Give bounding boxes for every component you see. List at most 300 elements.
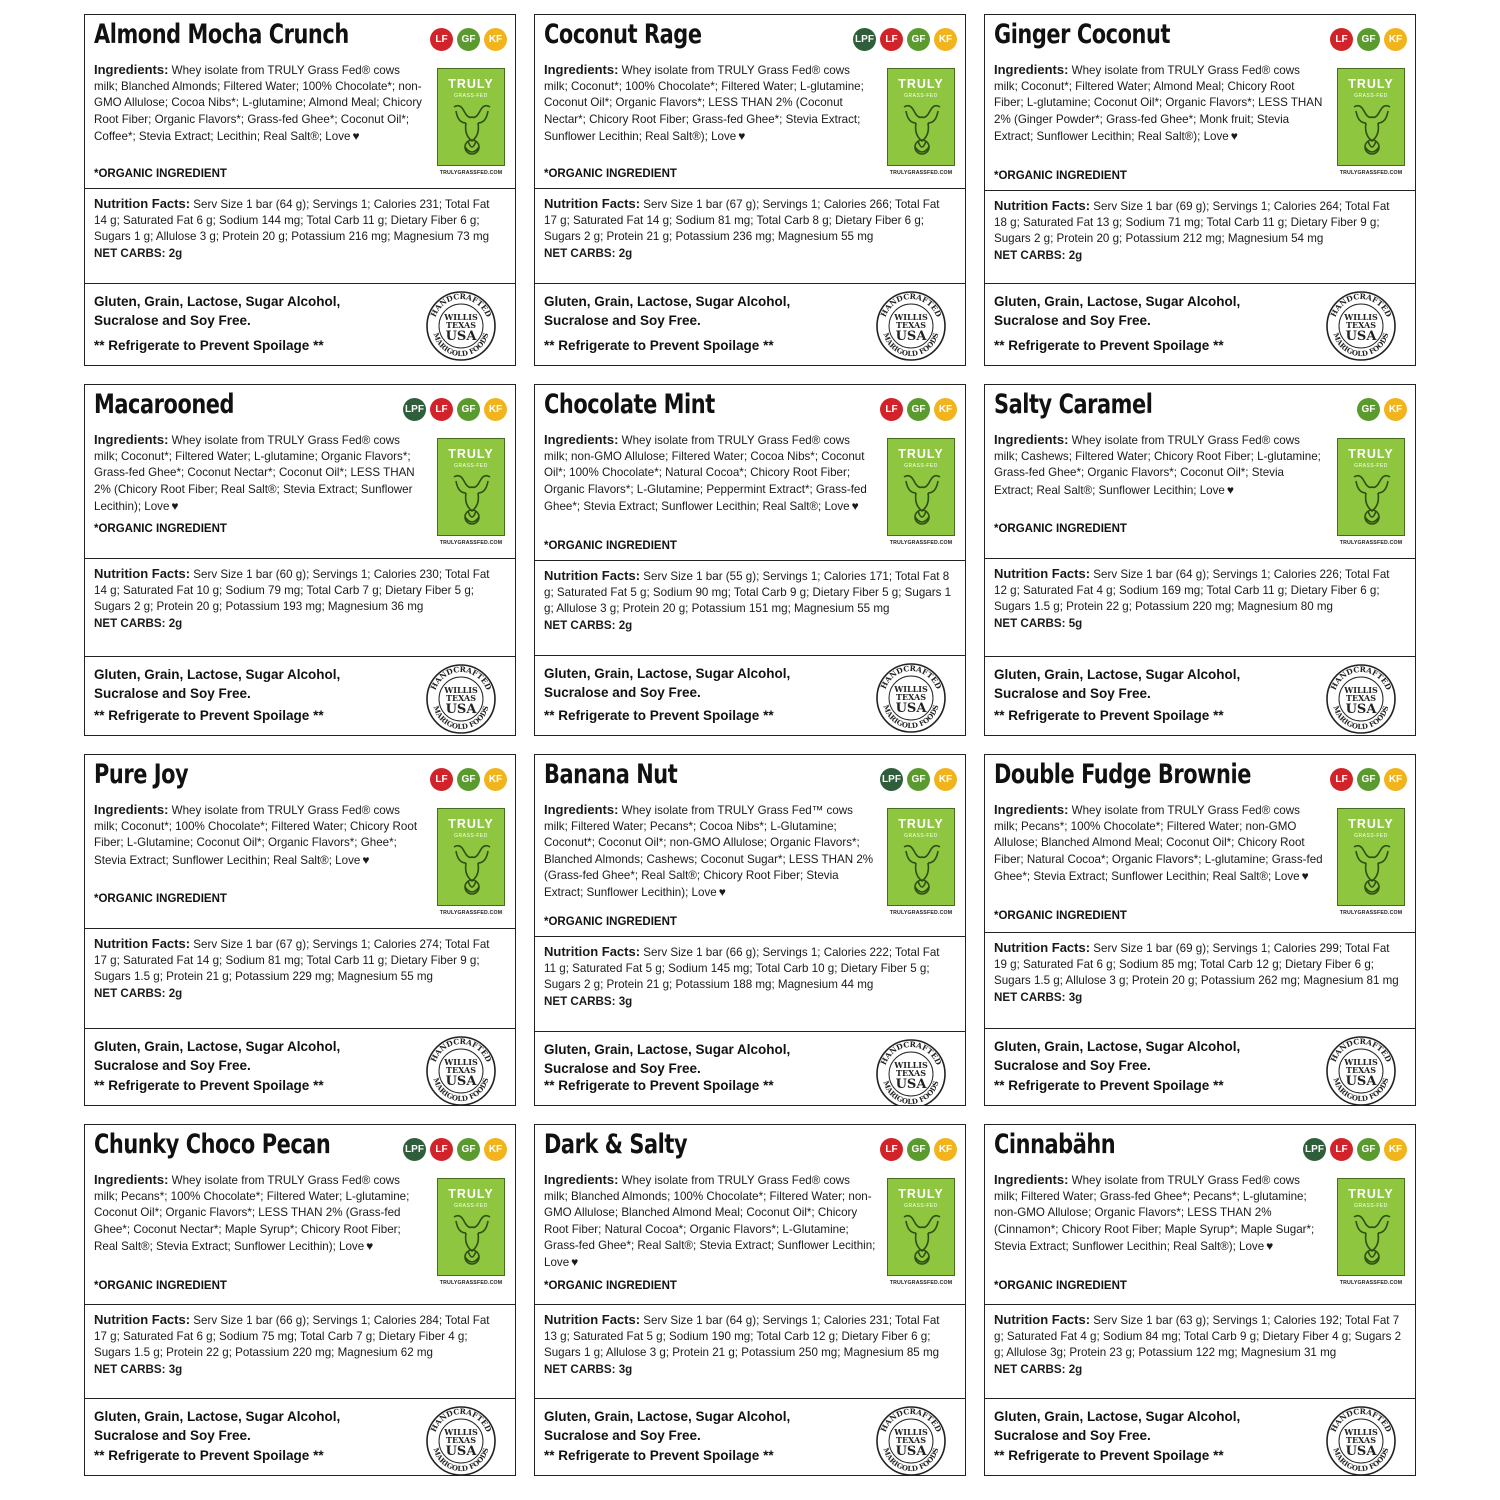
nutrition-section (985, 933, 1415, 1029)
badge-gf: GF (457, 28, 480, 51)
truly-brand-text: TRULY (448, 447, 494, 461)
ingredients-section (535, 1125, 965, 1305)
nutrition-values: Serv Size 1 bar (66 g); Servings 1; Calories 284; Total Fat 17 g; Saturated Fat 6 g; Sodium 75 mg; Total Carb 7 g; Dietary Fiber 4 g; Sugars 1.5 g; Protein 22 g; Potassium 220 mg; Magnesium 62 mg (94, 1314, 490, 1360)
handcrafted-seal-icon (1325, 290, 1397, 362)
allergen-section (535, 656, 965, 735)
net-carbs: NET CARBS: 2g (544, 246, 633, 260)
product-title: Double Fudge Brownie (994, 759, 1251, 790)
nutrition-label: Nutrition Facts: (544, 196, 641, 211)
nutrition-label: Nutrition Facts: (994, 198, 1091, 213)
ingredients-section (535, 385, 965, 561)
seal-texas: TEXAS (896, 692, 926, 702)
nutrition-label: Nutrition Facts: (94, 196, 191, 211)
seal-top-text: HANDCRAFTED (428, 664, 494, 692)
truly-sub-text: GRASS-FED (904, 1203, 938, 1209)
seal-usa: USA (445, 329, 477, 344)
net-carbs: NET CARBS: 2g (94, 616, 183, 630)
seal-top-text: HANDCRAFTED (428, 1406, 494, 1434)
cow-knot-icon (450, 1211, 494, 1271)
badge-kf: KF (1384, 768, 1407, 791)
seal-willis: WILLIS (894, 312, 928, 322)
nutrition-text (94, 566, 504, 632)
handcrafted-seal-icon (425, 1035, 497, 1106)
ingredients-label: Ingredients: (94, 62, 169, 77)
badge-kf: KF (934, 28, 957, 51)
seal-texas: TEXAS (446, 320, 476, 330)
badge-lpf: LPF (853, 28, 876, 51)
product-title: Chocolate Mint (544, 389, 715, 420)
seal-top-text: HANDCRAFTED (878, 1406, 944, 1434)
diet-badges (880, 1138, 957, 1161)
ingredients-list: Whey isolate from TRULY Grass Fed® cows milk; Cashews; Filtered Water; Chicory Root Fiber; L-glutamine; Grass-fed Ghee*; Organic Flavors*; Coconut Oil*; Stevia Extract; Real Salt®; Sunflower Lecithin; Love (994, 434, 1321, 497)
free-from-text: Gluten, Grain, Lactose, Sugar Alcohol, Sucralose and Soy Free. (94, 1039, 341, 1073)
nutrition-text (544, 944, 954, 1010)
seal-willis: WILLIS (894, 684, 928, 694)
diet-badges (1303, 1138, 1407, 1161)
organic-note: *ORGANIC INGREDIENT (994, 523, 1127, 535)
ingredients-text (994, 1172, 1326, 1255)
truly-brand-text: TRULY (1348, 77, 1394, 91)
nutrition-values: Serv Size 1 bar (63 g); Servings 1; Calories 192; Total Fat 7 g; Saturated Fat 4 g; Sodium 84 mg; Total Carb 9 g; Dietary Fiber 4 g; Sugars 2 g; Allulose 3g; Protein 23 g; Potassium 122 mg; Magnesium 31 mg (994, 1314, 1402, 1360)
truly-brand-text: TRULY (898, 77, 944, 91)
nutrition-text (94, 936, 504, 1002)
ingredients-list: Whey isolate from TRULY Grass Fed® cows milk; non-GMO Allulose; Filtered Water; Cocoa Nibs*; Coconut Oil*; 100% Chocolate*; Natural Cocoa*; Chicory Root Fiber; Organic Flavors*; L-Glutamine; Peppermint Extract*; Grass-fed Ghee*; Stevia Extract; Sunflower Lecithin; Real Salt®; Love (544, 434, 867, 513)
heart-icon: ♥ (571, 1255, 579, 1270)
badge-lf: LF (430, 1138, 453, 1161)
truly-brand-text: TRULY (898, 447, 944, 461)
seal-bottom-text: MARIGOLD FOODS (431, 1446, 491, 1474)
ingredients-label: Ingredients: (94, 802, 169, 817)
ingredients-label: Ingredients: (94, 1172, 169, 1187)
heart-icon: ♥ (366, 1238, 374, 1253)
seal-texas: TEXAS (896, 1435, 926, 1445)
truly-sub-text: GRASS-FED (1354, 833, 1388, 839)
nutrition-label: Nutrition Facts: (94, 936, 191, 951)
nutrition-section (535, 937, 965, 1032)
truly-brand-text: TRULY (448, 1187, 494, 1201)
ingredients-label: Ingredients: (544, 62, 619, 77)
organic-note: *ORGANIC INGREDIENT (94, 523, 227, 535)
nutrition-label: Nutrition Facts: (544, 944, 641, 959)
nutrition-label: Nutrition Facts: (994, 940, 1091, 955)
net-carbs: NET CARBS: 2g (994, 1362, 1083, 1376)
seal-usa: USA (445, 1074, 477, 1089)
product-label-card (84, 754, 516, 1106)
organic-note: *ORGANIC INGREDIENT (544, 540, 677, 552)
truly-url: TRULYGRASSFED.COM (1339, 910, 1403, 916)
product-label-card (984, 1124, 1416, 1476)
free-from-text: Gluten, Grain, Lactose, Sugar Alcohol, Sucralose and Soy Free. (544, 1409, 791, 1443)
handcrafted-seal-icon (875, 662, 947, 734)
free-from-text: Gluten, Grain, Lactose, Sugar Alcohol, Sucralose and Soy Free. (544, 666, 791, 700)
seal-texas: TEXAS (896, 320, 926, 330)
truly-sub-text: GRASS-FED (1354, 1203, 1388, 1209)
heart-icon: ♥ (1301, 868, 1309, 883)
nutrition-section (985, 191, 1415, 284)
nutrition-section (85, 1305, 515, 1399)
ingredients-text (994, 62, 1326, 145)
nutrition-values: Serv Size 1 bar (67 g); Servings 1; Calories 266; Total Fat 17 g; Saturated Fat 14 g; Sodium 81 mg; Total Carb 8 g; Dietary Fiber 6 g; Sugars 2 g; Protein 21 g; Potassium 236 mg; Magnesium 55 mg (544, 198, 940, 244)
seal-willis: WILLIS (1344, 685, 1378, 695)
free-from-text: Gluten, Grain, Lactose, Sugar Alcohol, Sucralose and Soy Free. (94, 667, 341, 701)
truly-url: TRULYGRASSFED.COM (889, 1280, 953, 1286)
seal-top-text: HANDCRAFTED (428, 1036, 494, 1064)
badge-kf: KF (934, 398, 957, 421)
cow-knot-icon (450, 471, 494, 531)
product-label-card (534, 384, 966, 736)
seal-bottom-text: MARIGOLD FOODS (1331, 704, 1391, 732)
seal-bottom-text: MARIGOLD FOODS (881, 331, 941, 359)
heart-icon: ♥ (352, 128, 360, 143)
truly-url: TRULYGRASSFED.COM (889, 910, 953, 916)
ingredients-section (985, 385, 1415, 559)
ingredients-label: Ingredients: (544, 802, 619, 817)
seal-bottom-text: MARIGOLD FOODS (881, 1446, 941, 1474)
badge-lpf: LPF (1303, 1138, 1326, 1161)
net-carbs: NET CARBS: 3g (544, 994, 633, 1008)
cow-knot-icon (900, 101, 944, 161)
product-title: Almond Mocha Crunch (94, 19, 349, 50)
heart-icon: ♥ (1226, 482, 1234, 497)
nutrition-text (994, 940, 1404, 1006)
ingredients-text (94, 62, 426, 145)
nutrition-values: Serv Size 1 bar (66 g); Servings 1; Calories 222; Total Fat 11 g; Saturated Fat 5 g; Sodium 145 mg; Total Carb 10 g; Dietary Fiber 5 g; Sugars 2 g; Protein 21 g; Potassium 188 mg; Magnesium 44 mg (544, 946, 940, 992)
truly-grass-fed-logo (437, 438, 505, 550)
free-from-text: Gluten, Grain, Lactose, Sugar Alcohol, Sucralose and Soy Free. (94, 294, 341, 328)
badge-lf: LF (880, 28, 903, 51)
seal-texas: TEXAS (896, 1068, 926, 1078)
ingredients-label: Ingredients: (994, 62, 1069, 77)
seal-texas: TEXAS (1346, 1435, 1376, 1445)
truly-logo-box (437, 808, 505, 906)
refrigerate-note: ** Refrigerate to Prevent Spoilage ** (994, 1448, 1224, 1463)
ingredients-section (985, 15, 1415, 191)
badge-kf: KF (1384, 28, 1407, 51)
diet-badges (1357, 398, 1407, 421)
badge-kf: KF (484, 398, 507, 421)
ingredients-section (985, 1125, 1415, 1305)
product-label-card (84, 1124, 516, 1476)
handcrafted-seal-icon (1325, 663, 1397, 735)
ingredients-text (994, 802, 1326, 885)
organic-note: *ORGANIC INGREDIENT (94, 893, 227, 905)
ingredients-section (535, 755, 965, 937)
seal-texas: TEXAS (446, 1435, 476, 1445)
diet-badges (853, 28, 957, 51)
badge-lf: LF (430, 398, 453, 421)
truly-grass-fed-logo (1337, 808, 1405, 920)
allergen-section (85, 284, 515, 365)
ingredients-list: Whey isolate from TRULY Grass Fed® cows milk; Pecans*; 100% Chocolate*; Filtered Water; L-glutamine; Coconut Oil*; Organic Flavors*; LESS THAN 2% (Grass-fed Ghee*; Coconut Nectar*; Maple Syrup*; Chicory Root Fiber; Real Salt®; Stevia Extract; Sunflower Lecithin); Love (94, 1174, 410, 1253)
nutrition-values: Serv Size 1 bar (64 g); Servings 1; Calories 226; Total Fat 12 g; Saturated Fat 4 g; Sodium 169 mg; Total Carb 11 g; Dietary Fiber 6 g; Sugars 1.5 g; Protein 22 g; Potassium 220 mg; Magnesium 80 mg (994, 568, 1390, 614)
truly-grass-fed-logo (887, 808, 955, 920)
ingredients-label: Ingredients: (994, 1172, 1069, 1187)
seal-usa: USA (1345, 1444, 1377, 1459)
badge-gf: GF (457, 1138, 480, 1161)
ingredients-list: Whey isolate from TRULY Grass Fed® cows milk; Coconut*; 100% Chocolate*; Filtered Water; Chicory Root Fiber; L-Glutamine; Coconut Oil*; Organic Flavors*; Ghee*; Stevia Extract; Sunflower Lecithin; Real Salt®; Love (94, 804, 418, 867)
badge-kf: KF (934, 768, 957, 791)
net-carbs: NET CARBS: 3g (94, 1362, 183, 1376)
seal-bottom-text: MARIGOLD FOODS (1331, 1446, 1391, 1474)
cow-knot-icon (900, 471, 944, 531)
refrigerate-note: ** Refrigerate to Prevent Spoilage ** (94, 338, 324, 353)
product-title: Banana Nut (544, 759, 678, 790)
seal-top-text: HANDCRAFTED (1328, 291, 1394, 319)
truly-url: TRULYGRASSFED.COM (439, 540, 503, 546)
seal-willis: WILLIS (444, 685, 478, 695)
allergen-section (985, 1399, 1415, 1475)
truly-logo-box (1337, 438, 1405, 536)
product-label-card (534, 14, 966, 366)
badge-lf: LF (1330, 768, 1353, 791)
cow-knot-icon (1350, 471, 1394, 531)
cow-knot-icon (450, 101, 494, 161)
nutrition-values: Serv Size 1 bar (64 g); Servings 1; Calories 231; Total Fat 13 g; Saturated Fat 5 g; Sodium 190 mg; Total Carb 12 g; Dietary Fiber 6 g; Sugars 1 g; Allulose 3 g; Protein 21 g; Potassium 250 mg; Magnesium 85 mg (544, 1314, 940, 1360)
ingredients-section (85, 15, 515, 189)
ingredients-label: Ingredients: (994, 432, 1069, 447)
badge-lf: LF (1330, 1138, 1353, 1161)
refrigerate-note: ** Refrigerate to Prevent Spoilage ** (994, 338, 1224, 353)
seal-top-text: HANDCRAFTED (1328, 1036, 1394, 1064)
free-from-text: Gluten, Grain, Lactose, Sugar Alcohol, Sucralose and Soy Free. (994, 667, 1241, 701)
seal-bottom-text: MARIGOLD FOODS (881, 1079, 941, 1107)
allergen-section (985, 657, 1415, 735)
truly-logo-box (1337, 808, 1405, 906)
seal-willis: WILLIS (444, 1427, 478, 1437)
organic-note: *ORGANIC INGREDIENT (544, 916, 677, 928)
nutrition-section (85, 189, 515, 284)
seal-usa: USA (445, 702, 477, 717)
truly-grass-fed-logo (887, 68, 955, 180)
seal-usa: USA (895, 1444, 927, 1459)
refrigerate-note: ** Refrigerate to Prevent Spoilage ** (94, 1448, 324, 1463)
organic-note: *ORGANIC INGREDIENT (994, 1280, 1127, 1292)
badge-kf: KF (484, 1138, 507, 1161)
nutrition-section (985, 1305, 1415, 1399)
heart-icon: ♥ (1230, 128, 1238, 143)
nutrition-text (994, 1312, 1404, 1378)
ingredients-text (94, 1172, 426, 1255)
seal-bottom-text: MARIGOLD FOODS (431, 331, 491, 359)
product-title: Coconut Rage (544, 19, 702, 50)
seal-willis: WILLIS (1344, 312, 1378, 322)
seal-texas: TEXAS (1346, 1065, 1376, 1075)
organic-note: *ORGANIC INGREDIENT (994, 910, 1127, 922)
badge-lpf: LPF (403, 398, 426, 421)
seal-willis: WILLIS (444, 1057, 478, 1067)
handcrafted-seal-icon (875, 1038, 947, 1106)
handcrafted-seal-icon (875, 290, 947, 362)
handcrafted-seal-icon (425, 1405, 497, 1476)
nutrition-label: Nutrition Facts: (544, 568, 641, 583)
ingredients-list: Whey isolate from TRULY Grass Fed® cows milk; Blanched Almonds; 100% Chocolate*; Filtered Water; non-GMO Allulose; Blanched Almond Meal; Coconut Oil*; Chicory Root Fiber; Natural Cocoa*; Organic Flavors*; L-Glutamine; Grass-fed Ghee*; Real Salt®; Stevia Extract; Sunflower Lecithin; Love (544, 1174, 876, 1270)
badge-kf: KF (484, 768, 507, 791)
badge-kf: KF (934, 1138, 957, 1161)
truly-logo-box (1337, 68, 1405, 166)
heart-icon: ♥ (171, 498, 179, 513)
truly-grass-fed-logo (437, 808, 505, 920)
ingredients-list: Whey isolate from TRULY Grass Fed® cows milk; Coconut*; 100% Chocolate*; Filtered Water; L-glutamine; Coconut Oil*; Organic Flavors*; LESS THAN 2% (Coconut Nectar*; Chicory Root Fiber; Grass-fed Ghee*; Stevia Extract; Sunflower Lecithin; Real Salt®); Love (544, 64, 864, 143)
nutrition-label: Nutrition Facts: (544, 1312, 641, 1327)
product-label-card (984, 384, 1416, 736)
ingredients-list: Whey isolate from TRULY Grass Fed® cows milk; Blanched Almonds; Filtered Water; 100% Chocolate*; non-GMO Allulose; Cocoa Nibs*; L-glutamine; Almond Meal; Chicory Root Fiber; Organic Flavors*; Grass-fed Ghee*; Coconut Oil*; Coffee*; Stevia Extract; Lecithin; Real Salt®; Love (94, 64, 422, 143)
seal-top-text: HANDCRAFTED (428, 291, 494, 319)
allergen-section (535, 284, 965, 365)
free-from-text: Gluten, Grain, Lactose, Sugar Alcohol, Sucralose and Soy Free. (94, 1409, 341, 1443)
ingredients-text (544, 802, 876, 901)
allergen-section (85, 1029, 515, 1105)
nutrition-text (94, 196, 504, 262)
cow-knot-icon (900, 1211, 944, 1271)
seal-top-text: HANDCRAFTED (878, 1039, 944, 1067)
net-carbs: NET CARBS: 2g (94, 986, 183, 1000)
seal-bottom-text: MARIGOLD FOODS (1331, 331, 1391, 359)
truly-brand-text: TRULY (1348, 447, 1394, 461)
badge-lf: LF (1330, 28, 1353, 51)
seal-texas: TEXAS (446, 693, 476, 703)
truly-sub-text: GRASS-FED (904, 463, 938, 469)
allergen-section (985, 284, 1415, 365)
truly-url: TRULYGRASSFED.COM (889, 170, 953, 176)
refrigerate-note: ** Refrigerate to Prevent Spoilage ** (544, 1078, 774, 1093)
truly-logo-box (437, 1178, 505, 1276)
diet-badges (403, 398, 507, 421)
truly-sub-text: GRASS-FED (454, 93, 488, 99)
seal-willis: WILLIS (1344, 1057, 1378, 1067)
ingredients-list: Whey isolate from TRULY Grass Fed® cows milk; Coconut*; Filtered Water; Almond Meal; Chicory Root Fiber; L-glutamine; Coconut Oil*; Organic Flavors*; LESS THAN 2% (Ginger Powder*; Grass-fed Ghee*; Monk fruit; Stevia Extract; Sunflower Lecithin; Real Salt®); Love (994, 64, 1323, 143)
diet-badges (1330, 28, 1407, 51)
truly-brand-text: TRULY (448, 77, 494, 91)
nutrition-section (85, 559, 515, 657)
truly-grass-fed-logo (887, 438, 955, 550)
seal-usa: USA (895, 329, 927, 344)
seal-usa: USA (895, 1077, 927, 1092)
truly-url: TRULYGRASSFED.COM (889, 540, 953, 546)
truly-brand-text: TRULY (448, 817, 494, 831)
handcrafted-seal-icon (875, 1405, 947, 1476)
seal-willis: WILLIS (1344, 1427, 1378, 1437)
refrigerate-note: ** Refrigerate to Prevent Spoilage ** (94, 1078, 324, 1093)
nutrition-values: Serv Size 1 bar (64 g); Servings 1; Calories 231; Total Fat 14 g; Saturated Fat 6 g; Sodium 144 mg; Total Carb 11 g; Dietary Fiber 6 g; Sugars 1 g; Allulose 3 g; Protein 20 g; Potassium 216 mg; Magnesium 73 mg (94, 198, 490, 244)
badge-gf: GF (457, 398, 480, 421)
organic-note: *ORGANIC INGREDIENT (94, 168, 227, 180)
badge-gf: GF (907, 398, 930, 421)
ingredients-label: Ingredients: (994, 802, 1069, 817)
nutrition-values: Serv Size 1 bar (67 g); Servings 1; Calories 274; Total Fat 17 g; Saturated Fat 14 g; Sodium 81 mg; Total Carb 11 g; Dietary Fiber 9 g; Sugars 1.5 g; Protein 21 g; Potassium 229 mg; Magnesium 55 mg (94, 938, 490, 984)
truly-brand-text: TRULY (898, 1187, 944, 1201)
badge-kf: KF (1384, 1138, 1407, 1161)
seal-bottom-text: MARIGOLD FOODS (431, 704, 491, 732)
organic-note: *ORGANIC INGREDIENT (544, 1280, 677, 1292)
net-carbs: NET CARBS: 2g (994, 248, 1083, 262)
heart-icon: ♥ (1266, 1238, 1274, 1253)
nutrition-section (85, 929, 515, 1029)
truly-logo-box (437, 68, 505, 166)
free-from-text: Gluten, Grain, Lactose, Sugar Alcohol, Sucralose and Soy Free. (544, 294, 791, 328)
nutrition-text (994, 198, 1404, 264)
seal-bottom-text: MARIGOLD FOODS (881, 703, 941, 731)
organic-note: *ORGANIC INGREDIENT (94, 1280, 227, 1292)
ingredients-section (85, 1125, 515, 1305)
badge-gf: GF (907, 28, 930, 51)
net-carbs: NET CARBS: 3g (544, 1362, 633, 1376)
handcrafted-seal-icon (425, 290, 497, 362)
truly-url: TRULYGRASSFED.COM (439, 170, 503, 176)
ingredients-list: Whey isolate from TRULY Grass Fed® cows milk; Pecans*; 100% Chocolate*; Filtered Water; non-GMO Allulose; Blanched Almond Meal; Coconut Oil*; Chicory Root Fiber; Natural Cocoa*; Organic Flavors*; L-glutamine; Grass-fed Ghee*; Stevia Extract; Sunflower Lecithin; Real Salt®; Love (994, 804, 1323, 883)
diet-badges (430, 28, 507, 51)
nutrition-section (985, 559, 1415, 657)
allergen-section (535, 1399, 965, 1475)
handcrafted-seal-icon (1325, 1035, 1397, 1106)
nutrition-values: Serv Size 1 bar (69 g); Servings 1; Calories 264; Total Fat 18 g; Saturated Fat 13 g; Sodium 71 mg; Total Carb 11 g; Dietary Fiber 9 g; Sugars 2 g; Protein 20 g; Potassium 212 mg; Magnesium 54 mg (994, 200, 1390, 246)
product-title: Chunky Choco Pecan (94, 1129, 331, 1160)
ingredients-text (544, 62, 876, 145)
seal-usa: USA (1345, 1074, 1377, 1089)
seal-willis: WILLIS (894, 1060, 928, 1070)
product-label-card (84, 14, 516, 366)
ingredients-text (994, 432, 1326, 499)
truly-grass-fed-logo (1337, 438, 1405, 550)
truly-grass-fed-logo (887, 1178, 955, 1290)
truly-logo-box (887, 808, 955, 906)
free-from-text: Gluten, Grain, Lactose, Sugar Alcohol, Sucralose and Soy Free. (994, 1039, 1241, 1073)
diet-badges (880, 398, 957, 421)
truly-logo-box (437, 438, 505, 536)
seal-top-text: HANDCRAFTED (878, 663, 944, 691)
nutrition-values: Serv Size 1 bar (69 g); Servings 1; Calories 299; Total Fat 19 g; Saturated Fat 6 g; Sodium 85 mg; Total Carb 12 g; Dietary Fiber 6 g; Sugars 1.5 g; Allulose 3 g; Protein 20 g; Potassium 262 mg; Magnesium 81 mg (994, 942, 1399, 988)
product-label-card (84, 384, 516, 736)
badge-gf: GF (457, 768, 480, 791)
heart-icon: ♥ (718, 885, 726, 900)
ingredients-label: Ingredients: (544, 1172, 619, 1187)
product-label-card (984, 754, 1416, 1106)
net-carbs: NET CARBS: 5g (994, 616, 1083, 630)
diet-badges (880, 768, 957, 791)
handcrafted-seal-icon (425, 663, 497, 735)
net-carbs: NET CARBS: 2g (544, 618, 633, 632)
truly-grass-fed-logo (1337, 68, 1405, 180)
nutrition-section (535, 561, 965, 656)
organic-note: *ORGANIC INGREDIENT (994, 170, 1127, 182)
seal-willis: WILLIS (444, 312, 478, 322)
cow-knot-icon (900, 841, 944, 901)
diet-badges (430, 768, 507, 791)
diet-badges (403, 1138, 507, 1161)
badge-gf: GF (1357, 768, 1380, 791)
seal-usa: USA (1345, 702, 1377, 717)
seal-willis: WILLIS (894, 1427, 928, 1437)
heart-icon: ♥ (362, 852, 370, 867)
nutrition-label: Nutrition Facts: (94, 1312, 191, 1327)
ingredients-section (985, 755, 1415, 933)
allergen-section (85, 657, 515, 735)
truly-brand-text: TRULY (1348, 817, 1394, 831)
truly-sub-text: GRASS-FED (1354, 463, 1388, 469)
product-title: Ginger Coconut (994, 19, 1171, 50)
badge-kf: KF (1384, 398, 1407, 421)
ingredients-section (535, 15, 965, 189)
product-label-card (534, 754, 966, 1106)
truly-sub-text: GRASS-FED (454, 1203, 488, 1209)
badge-lf: LF (880, 1138, 903, 1161)
nutrition-text (544, 196, 954, 262)
badge-lf: LF (430, 28, 453, 51)
ingredients-text (544, 432, 876, 515)
seal-bottom-text: MARIGOLD FOODS (431, 1076, 491, 1104)
badge-gf: GF (907, 1138, 930, 1161)
badge-lpf: LPF (880, 768, 903, 791)
truly-url: TRULYGRASSFED.COM (1339, 170, 1403, 176)
